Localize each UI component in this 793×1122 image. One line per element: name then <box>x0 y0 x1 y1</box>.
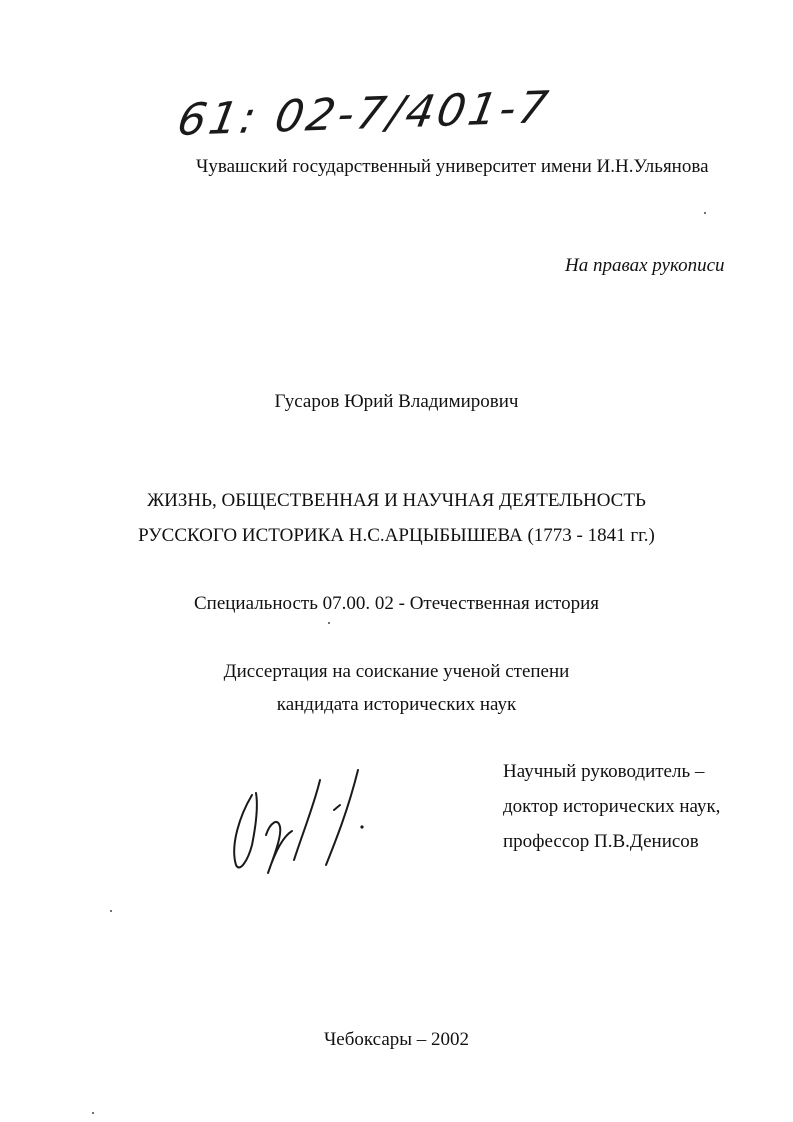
scan-speck <box>92 1112 94 1114</box>
handwritten-signature <box>222 765 372 880</box>
author-name: Гусаров Юрий Владимирович <box>274 391 519 412</box>
supervisor-name: профессор П.В.Денисов <box>503 831 699 852</box>
city-year: Чебоксары – 2002 <box>323 1029 470 1050</box>
dissertation-title-line-2: РУССКОГО ИСТОРИКА Н.С.АРЦЫБЫШЕВА (1773 - 1841 гг.) <box>138 525 655 546</box>
specialty: Специальность 07.00. 02 - Отечественная история <box>193 593 600 614</box>
scan-speck <box>328 622 330 624</box>
supervisor-label: Научный руководитель – <box>503 761 705 782</box>
dissertation-title-line-1: ЖИЗНЬ, ОБЩЕСТВЕННАЯ И НАУЧНАЯ ДЕЯТЕЛЬНОСТЬ <box>147 490 646 511</box>
university-name: Чувашский государственный университет имени И.Н.Ульянова <box>196 156 709 177</box>
dissertation-degree-line-1: Диссертация на соискание ученой степени <box>223 661 570 682</box>
supervisor-degree: доктор исторических наук, <box>503 796 721 817</box>
scan-speck <box>110 910 112 912</box>
scan-speck <box>704 212 706 214</box>
rights-notice: На правах рукописи <box>565 255 725 276</box>
dissertation-degree-line-2: кандидата исторических наук <box>276 694 517 715</box>
handwritten-archive-code: 61: 02-7/401-7 <box>173 82 555 146</box>
